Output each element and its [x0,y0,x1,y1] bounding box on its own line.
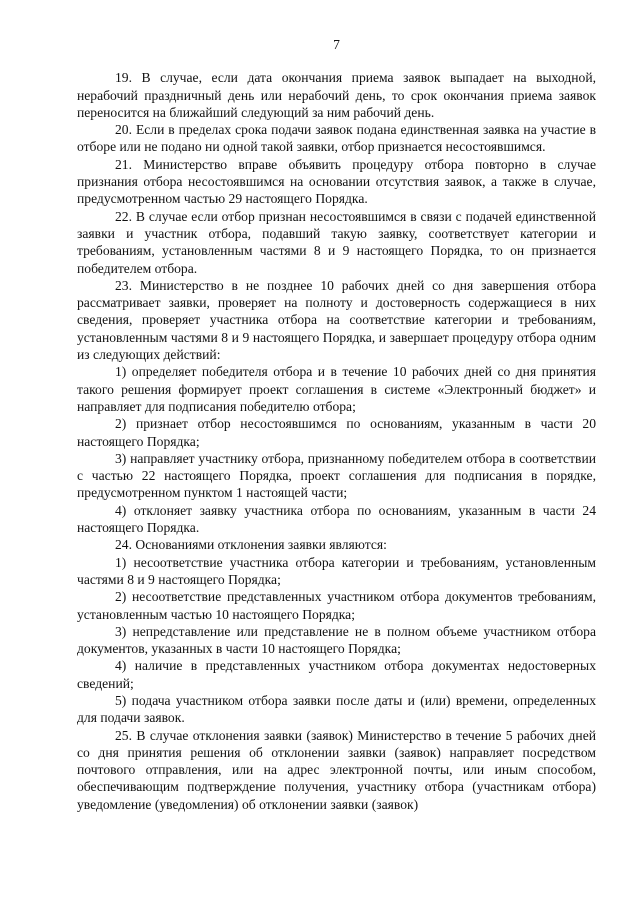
document-page [77,36,596,813]
list-item-24-3: 3) непредставление или представление не в полном объеме участником отбора документов, указанных в части 10 настоящего Порядка; [77,623,596,657]
list-item-23-4: 4) отклоняет заявку участника отбора по основаниям, указанным в части 24 настоящего Порядка. [77,502,596,536]
paragraph-21: 21. Министерство вправе объявить процедуру отбора повторно в случае признания отбора несостоявшимся на основании отсутствия заявок, а также в случае, предусмотренном частью 29 настоящего Порядка. [77,156,596,207]
paragraph-19: 19. В случае, если дата окончания приема заявок выпадает на выходной, нерабочий праздничный день или нерабочий день, то срок окончания приема заявок переносится на ближайший следующий за ним рабочий день. [77,70,596,120]
paragraph-23: 23. Министерство в не позднее 10 рабочих дней со дня завершения отбора рассматривает заявки, проверяет на полноту и достоверность содержащиеся в них сведения, проверяет участника отбора на соответствие категории и требованиям, установленным частями 8 и 9 настоящего Порядка, и завершает процедуру отбора одним из следующих действий: [77,277,596,363]
list-item-23-1: 1) определяет победителя отбора и в течение 10 рабочих дней со дня принятия такого решения формирует проект соглашения в системе «Электронный бюджет» и направляет для подписания победителю отбора; [77,364,596,414]
list-item-23-2: 2) признает отбор несостоявшимся по основаниям, указанным в части 20 настоящего Порядка; [77,416,596,449]
paragraph-25: 25. В случае отклонения заявки (заявок) Министерство в течение 5 рабочих дней со дня принятия решения об отклонении заявки (заявок) направляет посредством почтового отправления, или на адрес электронной почты, или иным способом, обеспечивающим подтверждение получения, участнику отбора (участникам отбора) уведомление (уведомления) об отклонении заявки (заявок) [77,727,596,812]
paragraph-20: 20. Если в пределах срока подачи заявок подана единственная заявка на участие в отборе или не подано ни одной такой заявки, отбор признается несостоявшимся. [77,122,596,155]
list-item-24-5: 5) подача участником отбора заявки после даты и (или) времени, определенных для подачи заявок. [77,692,596,726]
list-item-24-4: 4) наличие в представленных участником отбора документах недостоверных сведений; [77,658,596,691]
paragraph-24: 24. Основаниями отклонения заявки являются: [115,537,387,553]
page-number: 7 [333,37,340,52]
list-item-24-1: 1) несоответствие участника отбора категории и требованиям, установленным частями 8 и 9 настоящего Порядка; [77,554,596,587]
paragraph-22: 22. В случае если отбор признан несостоявшимся в связи с подачей единственной заявки и участник отбора, подавший такую заявку, соответствует категории и требованиям, установленным частями 8 и 9 настоящего Порядка, то он признается победителем отбора. [77,208,596,276]
list-item-24-2: 2) несоответствие представленных участником отбора документов требованиям, установленным частью 10 настоящего Порядка; [77,589,596,622]
document-body [77,69,596,813]
list-item-23-3: 3) направляет участнику отбора, признанному победителем отбора в соответствии с частью 22 настоящего Порядка, проект соглашения для подписания в порядке, предусмотренном пунктом 1 настоящей части; [77,450,596,501]
